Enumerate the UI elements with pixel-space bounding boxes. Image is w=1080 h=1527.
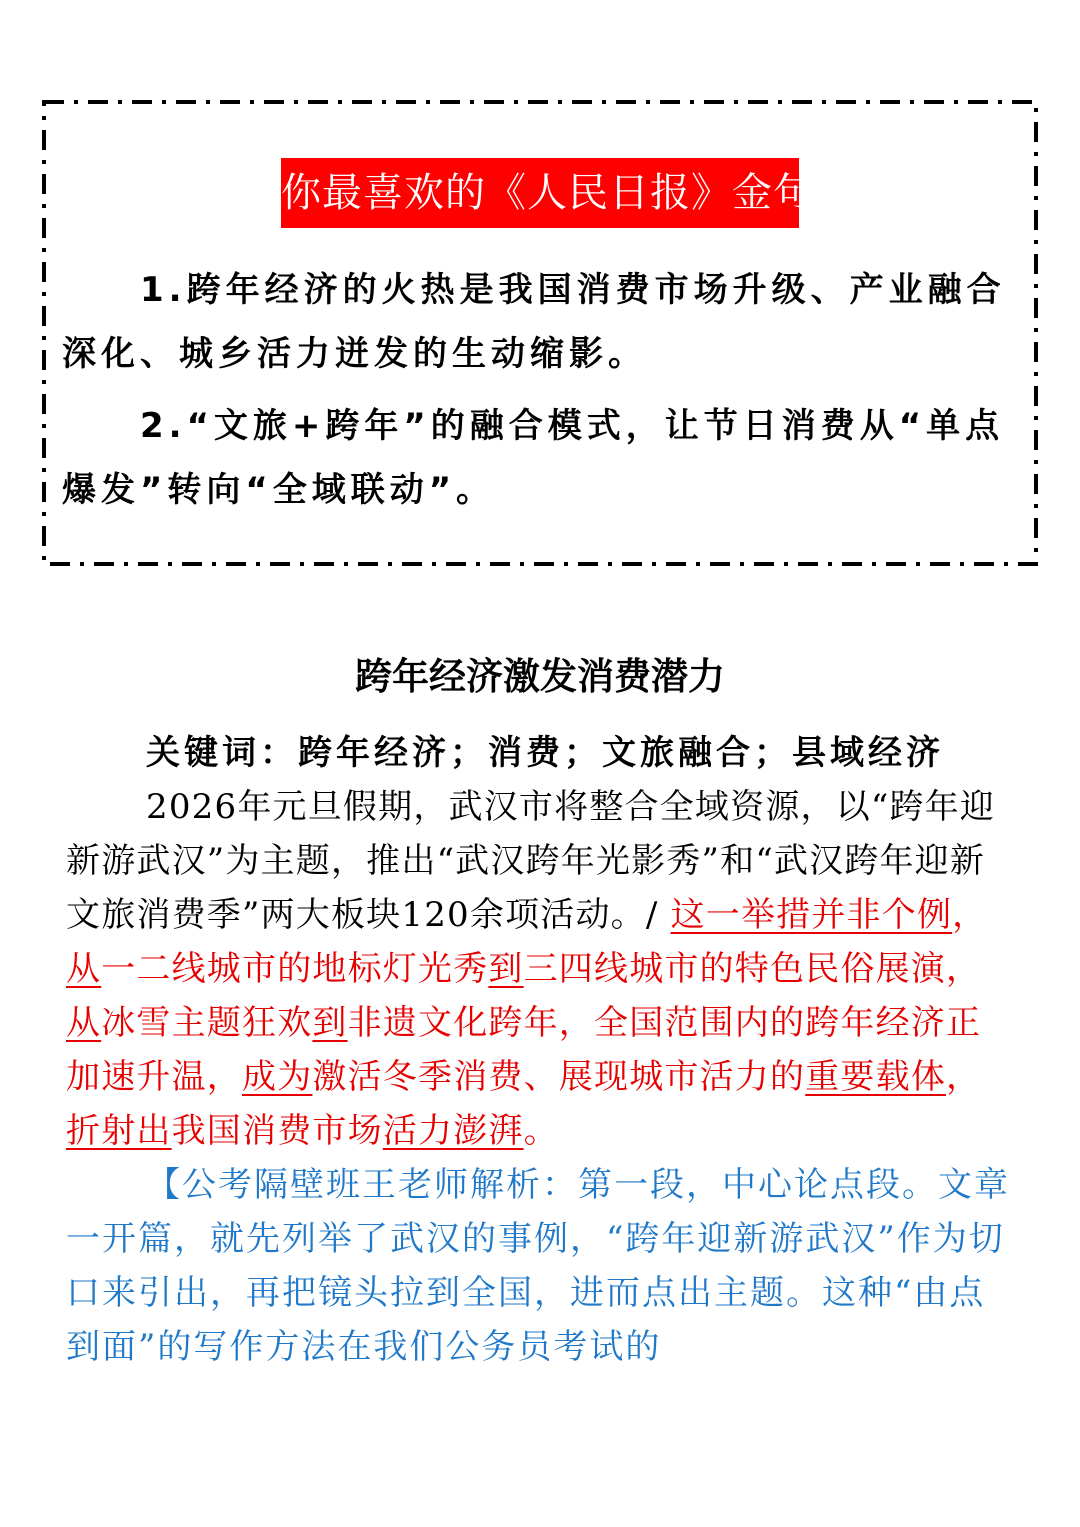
red-phrase: 一二线城市的地标灯光秀 xyxy=(101,949,489,989)
article-title: 跨年经济激发消费潜力 xyxy=(355,654,725,698)
underlined-phrase: 这一举措并非个例 xyxy=(670,895,953,935)
red-phrase: 非遗文化跨年，全国范围内的跨年经济正加速升温， xyxy=(66,1003,982,1097)
underlined-phrase: 从 xyxy=(66,1003,102,1043)
red-phrase: 。 xyxy=(523,1111,559,1151)
golden-quotes-box xyxy=(42,100,1038,566)
red-phrase: 我国消费市场 xyxy=(171,1111,383,1151)
underlined-phrase: 到 xyxy=(312,1003,348,1043)
analysis-paragraph: 【公考隔壁班王老师解析：第一段，中心论点段。文章一开篇，就先列举了武汉的事例，“跨年迎新游武汉”作为切口来引出，再把镜头拉到全国，进而点出主题。这种“由点到面”的写作方法在我们公务员考试的 xyxy=(66,1165,1010,1367)
underlined-phrase: 活力澎湃 xyxy=(382,1111,524,1151)
red-phrase: ， xyxy=(946,1057,982,1097)
quote-item-2: 2.“文旅+跨年”的融合模式，让节日消费从“单点爆发”转向“全域联动”。 xyxy=(62,406,1005,510)
red-phrase: ， xyxy=(952,895,988,935)
underlined-phrase: 重要载体 xyxy=(805,1057,947,1097)
red-phrase: 冰雪主题狂欢 xyxy=(101,1003,313,1043)
red-phrase: 激活冬季消费、展现城市活力的 xyxy=(312,1057,806,1097)
intro-text: 2026年元旦假期，武汉市将整合全域资源，以“跨年迎新游武汉”为主题，推出“武汉跨年光影秀”和“武汉跨年迎新文旅消费季”两大板块120余项活动。/ xyxy=(66,787,996,935)
quote-box-title: 你最喜欢的《人民日报》金句 xyxy=(281,158,799,228)
keywords-line: 关键词：跨年经济；消费；文旅融合；县域经济 xyxy=(146,733,944,773)
underlined-phrase: 到 xyxy=(488,949,524,989)
red-phrase: 三四线城市的特色民俗展演， xyxy=(523,949,982,989)
underlined-phrase: 折射出 xyxy=(66,1111,172,1151)
quote-item-1: 1.跨年经济的火热是我国消费市场升级、产业融合深化、城乡活力迸发的生动缩影。 xyxy=(62,270,1006,374)
underlined-phrase: 从 xyxy=(66,949,102,989)
article-body xyxy=(66,726,1016,1374)
paragraph-1 xyxy=(66,780,1016,1158)
underlined-phrase: 成为 xyxy=(242,1057,313,1097)
